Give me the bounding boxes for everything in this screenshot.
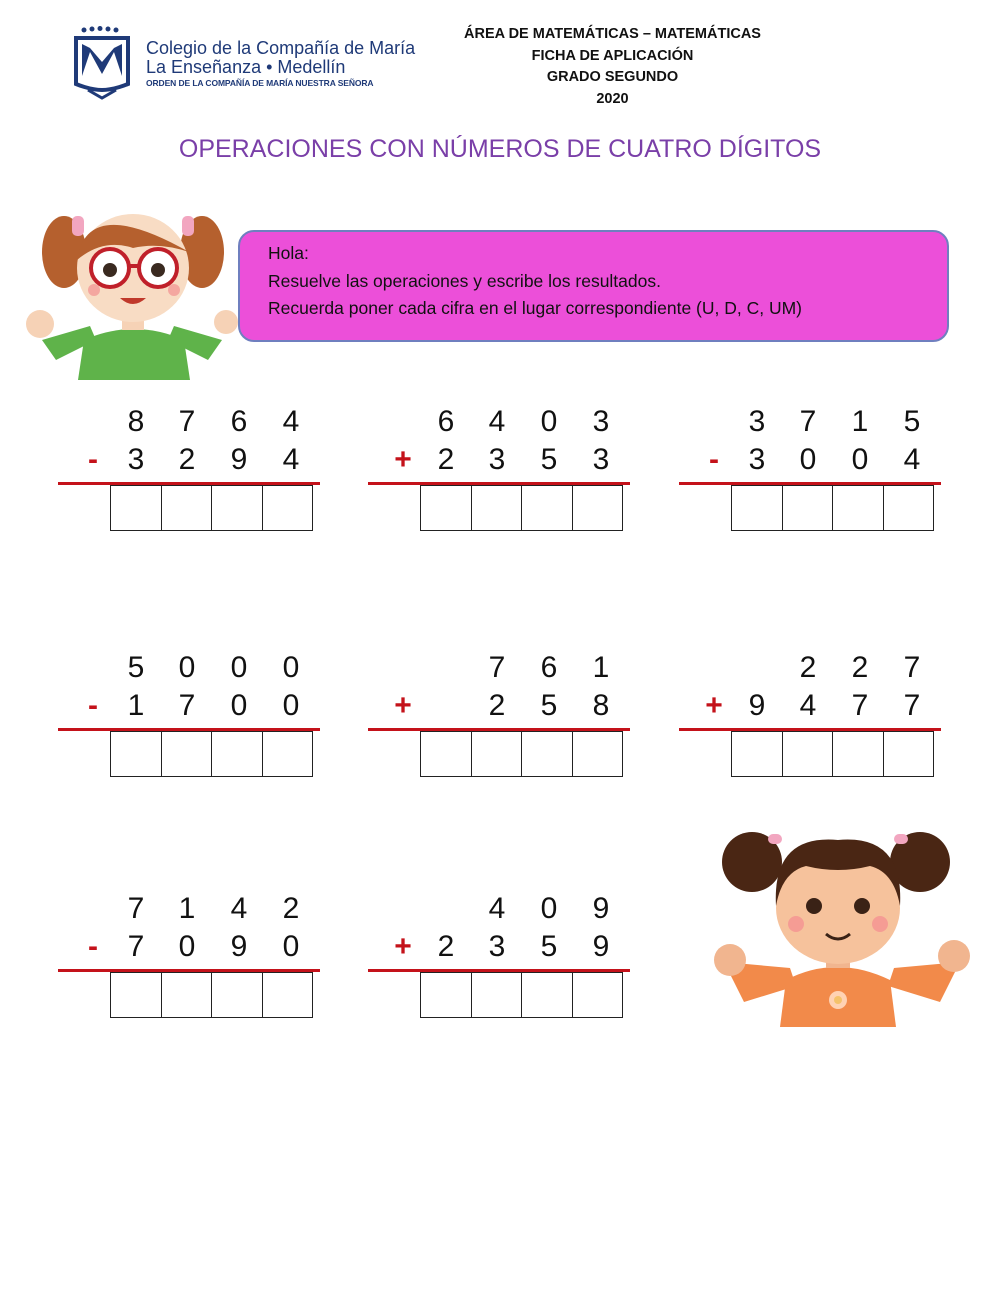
digit: 3	[127, 443, 145, 476]
operation-5	[368, 648, 638, 788]
answer-box-c[interactable]	[471, 485, 523, 531]
digit: 5	[127, 651, 145, 684]
operation-2	[368, 402, 638, 542]
digit: 1	[851, 405, 869, 438]
instructions-line3: Recuerda poner cada cifra en el lugar correspondiente (U, D, C, UM)	[268, 298, 802, 318]
answer-box-d[interactable]	[211, 485, 263, 531]
operator-sign: -	[88, 443, 98, 476]
answer-boxes	[731, 485, 934, 531]
digit: 4	[799, 689, 817, 722]
digit: 3	[592, 443, 610, 476]
digit: 5	[903, 405, 921, 438]
digit: 2	[178, 443, 196, 476]
digit: 0	[851, 443, 869, 476]
digit: 5	[540, 689, 558, 722]
answer-boxes	[110, 972, 313, 1018]
answer-box-um[interactable]	[420, 485, 472, 531]
header-info	[440, 24, 785, 110]
answer-box-c[interactable]	[782, 731, 834, 777]
answer-box-d[interactable]	[521, 972, 573, 1018]
answer-box-u[interactable]	[262, 731, 314, 777]
answer-box-c[interactable]	[471, 972, 523, 1018]
digit: 2	[851, 651, 869, 684]
digit: 2	[488, 689, 506, 722]
operation-8	[368, 889, 638, 1029]
school-name-line2: La Enseñanza • Medellín	[146, 57, 346, 77]
digit: 0	[540, 405, 558, 438]
digit: 4	[488, 892, 506, 925]
operation-4	[58, 648, 328, 788]
answer-box-um[interactable]	[420, 731, 472, 777]
answer-box-d[interactable]	[521, 485, 573, 531]
digit: 4	[230, 892, 248, 925]
answer-boxes	[420, 731, 623, 777]
operation-3	[679, 402, 949, 542]
digit: 5	[540, 930, 558, 963]
answer-boxes	[110, 731, 313, 777]
digit: 4	[282, 443, 300, 476]
header-year: 2020	[596, 90, 629, 107]
answer-box-um[interactable]	[731, 731, 783, 777]
answer-box-um[interactable]	[110, 731, 162, 777]
instructions-bubble	[238, 230, 949, 342]
digit: 0	[178, 930, 196, 963]
school-logo	[70, 26, 415, 102]
digit: 4	[488, 405, 506, 438]
operation-6	[679, 648, 949, 788]
operator-sign: -	[88, 930, 98, 963]
digit: 7	[903, 689, 921, 722]
digit: 0	[799, 443, 817, 476]
operator-sign: +	[394, 443, 412, 476]
digit: 9	[230, 930, 248, 963]
digit: 7	[178, 689, 196, 722]
operator-sign: +	[394, 930, 412, 963]
digit: 2	[799, 651, 817, 684]
answer-box-u[interactable]	[883, 731, 935, 777]
header-grade: GRADO SEGUNDO	[546, 69, 679, 85]
answer-boxes	[110, 485, 313, 531]
answer-box-c[interactable]	[782, 485, 834, 531]
answer-box-d[interactable]	[832, 485, 884, 531]
digit: 0	[282, 930, 300, 963]
digit: 3	[748, 405, 766, 438]
digit: 0	[282, 689, 300, 722]
digit: 2	[437, 930, 455, 963]
answer-boxes	[420, 485, 623, 531]
digit: 0	[178, 651, 196, 684]
digit: 6	[540, 651, 558, 684]
answer-box-d[interactable]	[211, 972, 263, 1018]
page-title: OPERACIONES CON NÚMEROS DE CUATRO DÍGITOS	[178, 135, 822, 163]
digit: 9	[748, 689, 766, 722]
answer-box-um[interactable]	[731, 485, 783, 531]
curly-girl-illustration	[710, 812, 975, 1027]
answer-box-u[interactable]	[883, 485, 935, 531]
header-sheet-type: FICHA DE APLICACIÓN	[531, 47, 694, 64]
digit: 7	[799, 405, 817, 438]
instructions-greeting: Hola:	[268, 243, 309, 263]
operator-sign: -	[709, 443, 719, 476]
answer-box-um[interactable]	[420, 972, 472, 1018]
instructions-line2: Resuelve las operaciones y escribe los resultados.	[268, 270, 661, 291]
operator-sign: -	[88, 689, 98, 722]
header-area: ÁREA DE MATEMÁTICAS – MATEMÁTICAS	[464, 26, 761, 42]
digit: 7	[127, 930, 145, 963]
answer-box-u[interactable]	[572, 972, 624, 1018]
answer-box-d[interactable]	[521, 731, 573, 777]
digit: 3	[748, 443, 766, 476]
digit: 7	[178, 405, 196, 438]
answer-box-c[interactable]	[471, 731, 523, 777]
operation-7	[58, 889, 328, 1029]
operator-sign: +	[394, 689, 412, 722]
answer-box-c[interactable]	[161, 972, 213, 1018]
answer-box-u[interactable]	[572, 731, 624, 777]
digit: 9	[592, 930, 610, 963]
digit: 7	[488, 651, 506, 684]
digit: 3	[592, 405, 610, 438]
digit: 6	[230, 405, 248, 438]
answer-box-u[interactable]	[262, 972, 314, 1018]
digit: 1	[178, 892, 196, 925]
digit: 7	[851, 689, 869, 722]
digit: 0	[282, 651, 300, 684]
answer-box-d[interactable]	[832, 731, 884, 777]
digit: 4	[282, 405, 300, 438]
digit: 2	[282, 892, 300, 925]
girl-with-glasses-illustration	[22, 190, 242, 380]
answer-box-c[interactable]	[161, 485, 213, 531]
operator-sign: +	[705, 689, 723, 722]
answer-box-c[interactable]	[161, 731, 213, 777]
digit: 8	[127, 405, 145, 438]
digit: 1	[127, 689, 145, 722]
digit: 7	[903, 651, 921, 684]
digit: 7	[127, 892, 145, 925]
digit: 0	[230, 651, 248, 684]
digit: 3	[488, 930, 506, 963]
digit: 4	[903, 443, 921, 476]
school-name-line3: ORDEN DE LA COMPAÑÍA DE MARÍA NUESTRA SEÑORA	[146, 78, 374, 88]
digit: 0	[230, 689, 248, 722]
digit: 9	[230, 443, 248, 476]
answer-boxes	[420, 972, 623, 1018]
digit: 3	[488, 443, 506, 476]
school-crest-icon	[70, 26, 134, 100]
school-name-line1: Colegio de la Compañía de María	[146, 38, 416, 58]
digit: 0	[540, 892, 558, 925]
answer-box-u[interactable]	[572, 485, 624, 531]
digit: 6	[437, 405, 455, 438]
operation-1	[58, 402, 328, 542]
digit: 5	[540, 443, 558, 476]
answer-box-u[interactable]	[262, 485, 314, 531]
answer-box-um[interactable]	[110, 485, 162, 531]
answer-boxes	[731, 731, 934, 777]
digit: 9	[592, 892, 610, 925]
answer-box-um[interactable]	[110, 972, 162, 1018]
answer-box-d[interactable]	[211, 731, 263, 777]
digit: 1	[592, 651, 610, 684]
digit: 8	[592, 689, 610, 722]
digit: 2	[437, 443, 455, 476]
